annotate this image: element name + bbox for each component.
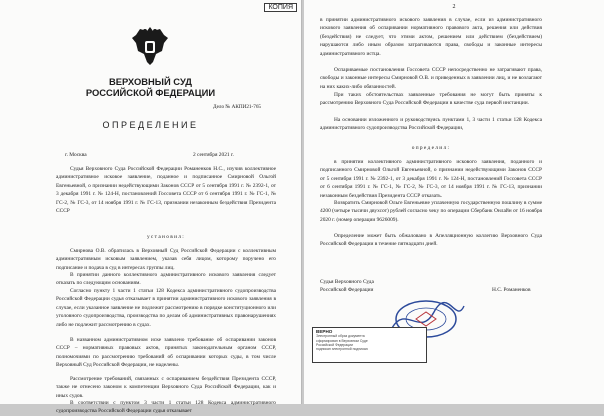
paragraph-president: Рассмотрение требований, связанных с оспариванием бездействия Президента СССР, также не отнесено законом к компетенции Верховного Суда Российской Федерации, как и иных судов. xyxy=(56,376,276,399)
intro-paragraph: Судья Верховного Суда Российской Федерации Романенков Н.С., изучив коллективное административное исковое заявление, поданное и подписанное Смирновой Ольгой Евгеньевной, о признании недействующими Законов СССР от 5 сентября 1991 г. № 2392-1, от 3 декабря 1991 г. № 124-Н, постановлений Госсовета СССР от 6 сентября 1991 г. № ГС-1, № ГС-2, № ГС-3, от 14 ноября 1991 г. № ГС-13, признании незаконным бездействия Президента СССР xyxy=(56,166,276,215)
court-name-line-1: ВЕРХОВНЫЙ СУД xyxy=(109,76,192,87)
electronic-signature-box xyxy=(312,327,427,363)
established-heading: установил: xyxy=(146,234,186,240)
paragraph-appeal: Определение может быть обжаловано в Апелляционную коллегию Верховного Суда Российской Федерации в течение пятнадцати дней. xyxy=(320,233,542,248)
scan-line: Российской Федерации xyxy=(316,342,353,347)
scan-title: ВЕРНО xyxy=(316,329,333,334)
copy-stamp: КОПИЯ xyxy=(264,3,297,12)
paragraph-refusal: В принятии данного коллективного административного искового заявления следует отказать по следующим основаниям. xyxy=(56,272,276,287)
city: г. Москва xyxy=(65,152,87,158)
paragraph-article-128: Согласно пункту 1 части 1 статьи 128 Кодекса административного судопроизводства Российской Федерации судья отказывает в принятии административного искового заявления в случае, если указанное заявление не подлежит рассмотрению в порядке конституционного или уголовного судопроизводства, производства по делам об административных правонарушениях либо не подлежит рассмотрению в судах. xyxy=(56,288,276,328)
scan-line: сформирован в Верховном Суде xyxy=(316,338,368,343)
paragraph-clause-3: В соответствии с пунктом 3 части 1 статьи 128 Кодекса административного судопроизводства Российской Федерации судья отказывает xyxy=(56,400,276,415)
coat-of-arms-icon xyxy=(129,24,171,68)
paragraph-claim: Смирнова О.В. обратилась в Верховный Суд Российской Федерации с коллективным административным исковым заявлением, указав себя лицом, которому поручено его подписание и подача в суд в интересах группы лиц. xyxy=(56,248,276,271)
paragraph-laws: В названном административном иске заявлено требование об оспаривании законов СССР – нормативных правовых актов, принятых законодательным органом СССР, полномочиями по рассмотрению требований об оспаривании которых суды, в том числе Верховный Суд Российской Федерации, не наделены. xyxy=(56,337,276,369)
document-date: 2 сентября 2021 г. xyxy=(193,152,234,158)
scan-line: Электронный образ документа xyxy=(316,334,365,339)
document-page-2 xyxy=(304,0,604,404)
determined-heading: определил: xyxy=(411,145,451,151)
page-number: 2 xyxy=(452,4,456,10)
paragraph-continuation: в принятии административного искового заявления в случае, если из административного искового заявления об оспаривании нормативного правового акта, решения или действия (бездействия) не следует, что этими актом, решением или действием (бездействием) нарушаются либо иным образом затрагиваются права, свободы и законные интересы административного истца. xyxy=(320,17,542,57)
paragraph-basis: На основании изложенного и руководствуясь пунктами 1, 3 части 1 статьи 128 Кодекса административного судопроизводства Российской Федерации, xyxy=(320,117,542,132)
court-name-line-2: РОССИЙСКОЙ ФЕДЕРАЦИИ xyxy=(85,87,216,98)
judge-name: Н.С. Романенков xyxy=(492,287,531,293)
case-number: Дело № АКПИ21-765 xyxy=(213,104,262,110)
document-type: ОПРЕДЕЛЕНИЕ xyxy=(102,120,199,130)
signature-title: Судья Верховного Суда xyxy=(320,279,374,285)
signature-title-2: Российской Федерации xyxy=(320,287,374,293)
document-page-1 xyxy=(0,0,301,415)
paragraph-circumstances: При таких обстоятельствах заявленные требования не могут быть приняты к рассмотрению Верховного Суда Российской Федерации в качестве суда первой инстанции. xyxy=(320,92,542,107)
paragraph-fee-return: Возвратить Смирновой Ольге Евгеньевне уплаченную государственную пошлину в сумме 4200 (четыре тысячи двухсот) рублей согласно чеку по операции Сбербанк Онлайн от 16 ноября 2020 г. (номер операции 9626009). xyxy=(320,200,542,223)
paragraph-decision: в принятии коллективного административного искового заявления, поданного и подписанного Смирновой Ольгой Евгеньевной, о признании недействующими Законов СССР от 5 сентября 1991 г. № 2392-1, от 3 декабря 1991 г. № 124-Н, постановлений Госсовета СССР от 6 сентября 1991 г. № ГС-1, № ГС-2, № ГС-3, от 14 ноября 1991 г. № ГС-13, признании незаконным бездействия Президента СССР отказать. xyxy=(320,159,542,199)
scan-line: подписан электронной подписью xyxy=(316,347,368,352)
paragraph-not-affected: Оспариваемые постановления Госсовета СССР непосредственно не затрагивают права, свободы и законные интересы Смирновой О.В. и приведенных в заявлении лиц, и не возлагают на них каких-либо обязанностей. xyxy=(320,67,542,90)
